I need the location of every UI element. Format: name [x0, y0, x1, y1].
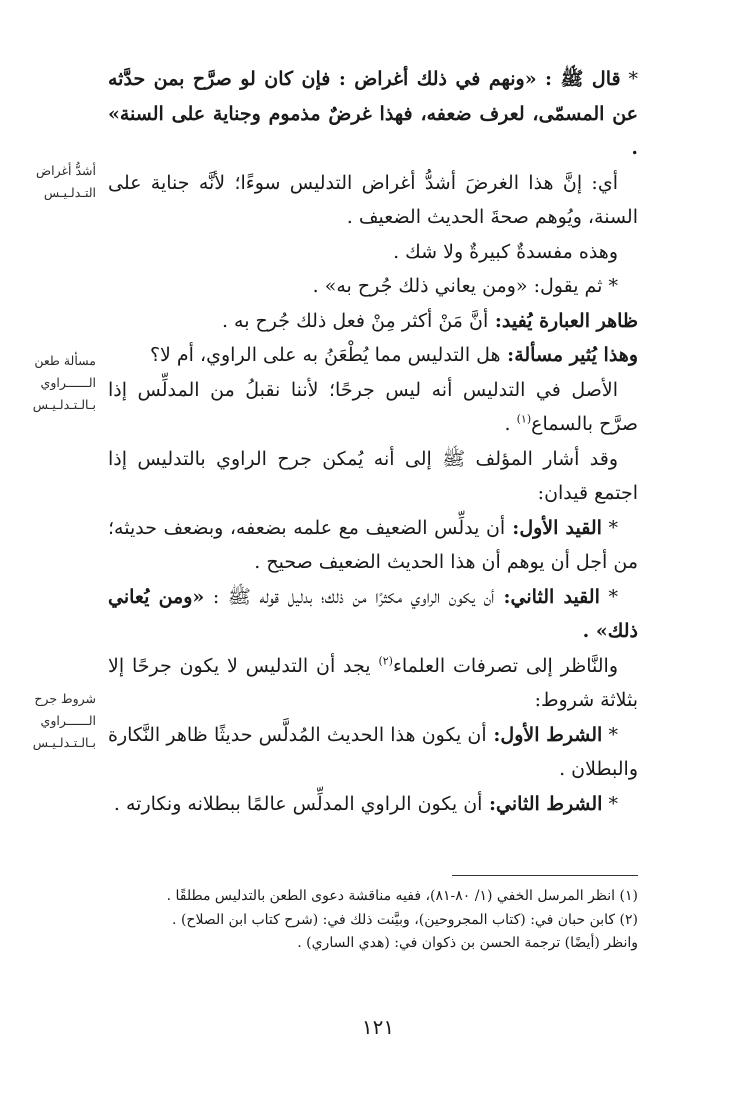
- margin-note-issue: [14, 350, 96, 416]
- text-run: أنَّ مَنْ أكثر مِنْ فعل ذلك جُرح به .: [221, 309, 489, 332]
- margin-note-line: شروط جرح: [34, 691, 96, 706]
- text-run: *: [601, 516, 618, 539]
- bold-text: قال ﷺ : «ونهم في ذلك أغراض : فإن كان لو صرَّح بمن حدَّثه عن المسمّى، لعرف ضعفه، فهذا غرضٌ مذموم وجناية على السنة» .: [108, 68, 638, 159]
- margin-note-line: الــــــراوي: [40, 375, 96, 390]
- text-run: أن يكون الراوي مكثرًا من ذلك؛ بدليل قوله ﷺ :: [204, 585, 495, 608]
- text-run: الأصل في التدليس أنه ليس جرحًا؛ لأننا نقبلُ من المدلِّس إذا صرَّح بالسماع: [108, 378, 638, 435]
- text-run: *: [620, 68, 638, 90]
- text-run: أن يكون هذا الحديث المُدلَّس حديثًا ظاهر النَّكارة والبطلان .: [108, 723, 638, 780]
- text-run: *: [602, 723, 618, 746]
- paragraph: [108, 442, 638, 511]
- margin-note-purposes: [14, 160, 96, 204]
- bold-text: القيد الثاني:: [494, 585, 600, 608]
- text-run: .: [504, 413, 517, 435]
- text-run: أن يدلِّس الضعيف مع علمه بضعفه، وبضعف حديثه؛ من أجل أن يوهم أن هذا الحديث الضعيف صحيح .: [108, 516, 638, 573]
- paragraph: [108, 62, 638, 166]
- text-run: هل التدليس مما يُطْعَنُ به على الراوي، أم لا؟: [149, 344, 501, 366]
- paragraph: [108, 649, 638, 718]
- margin-note-line: الــــــراوي: [40, 713, 96, 728]
- bold-text: الشرط الثاني:: [482, 792, 603, 815]
- paragraph: [108, 166, 638, 235]
- footnote-ref: (١): [516, 412, 532, 426]
- margin-note-line: أشدُّ أغراض: [36, 163, 96, 178]
- bold-text: «ومن يُعاني ذلك» .: [108, 585, 638, 642]
- text-run: وقد أشار المؤلف ﷺ إلى أنه يُمكن جرح الراوي بالتدليس إذا اجتمع قيدان:: [108, 447, 638, 504]
- text-run: وهذه مفسدةٌ كبيرةٌ ولا شك .: [393, 240, 618, 263]
- bold-text: ظاهر العبارة يُفيد:: [488, 309, 638, 332]
- paragraph: [108, 304, 638, 339]
- margin-note-line: مسألة طعن: [34, 353, 96, 368]
- text-run: * ثم يقول: «ومن يعاني ذلك جُرح به» .: [312, 275, 618, 297]
- text-run: *: [602, 792, 618, 815]
- footnote: (١) انظر المرسل الخفي (١/ ٨٠-٨١)، ففيه مناقشة دعوى الطعن بالتدليس مطلقًا .: [166, 888, 638, 904]
- footnote: (٢) كابن حبان في: (كتاب المجروحين)، وبيَّنت ذلك في: (شرح كتاب ابن الصلاح) .: [172, 911, 638, 928]
- paragraph: [108, 718, 638, 787]
- margin-note-line: بـالـتـدلـيـس: [32, 735, 96, 750]
- text-run: *: [599, 585, 618, 608]
- footnote: وانظر (أيضًا) ترجمة الحسن بن ذكوان في: (هدي الساري) .: [297, 935, 638, 951]
- bold-text: وهذا يُثير مسألة:: [500, 344, 638, 366]
- footnotes: [108, 885, 638, 956]
- text-run: أن يكون الراوي المدلِّس عالمًا ببطلانه ونكارته .: [113, 792, 483, 815]
- margin-note-line: التـدلـيـس: [43, 185, 96, 200]
- text-run: والنَّاظر إلى تصرفات العلماء: [392, 654, 618, 677]
- margin-note-line: بـالـتـدلـيـس: [32, 397, 96, 412]
- paragraph: [108, 580, 638, 649]
- text-run: يجد أن التدليس لا يكون جرحًا إلا بثلاثة شروط:: [108, 654, 638, 711]
- page-number: ١٢١: [361, 1015, 395, 1039]
- text-run: أي: إنَّ هذا الغرضَ أشدُّ أغراض التدليس سوءًا؛ لأنَّه جناية على السنة، ويُوهم صحةَ الحديث الضعيف .: [108, 171, 638, 228]
- paragraph: [108, 269, 638, 304]
- paragraph: [108, 787, 638, 822]
- bold-text: الشرط الأول:: [486, 723, 603, 746]
- paragraph: [108, 338, 638, 373]
- paragraph: [108, 235, 638, 270]
- main-text: [108, 62, 638, 821]
- footnote-separator: [452, 875, 638, 876]
- bold-text: القيد الأول:: [505, 516, 602, 539]
- footnote-ref: (٢): [378, 654, 393, 668]
- paragraph: [108, 373, 638, 442]
- paragraph: [108, 511, 638, 580]
- margin-note-conditions: [14, 688, 96, 754]
